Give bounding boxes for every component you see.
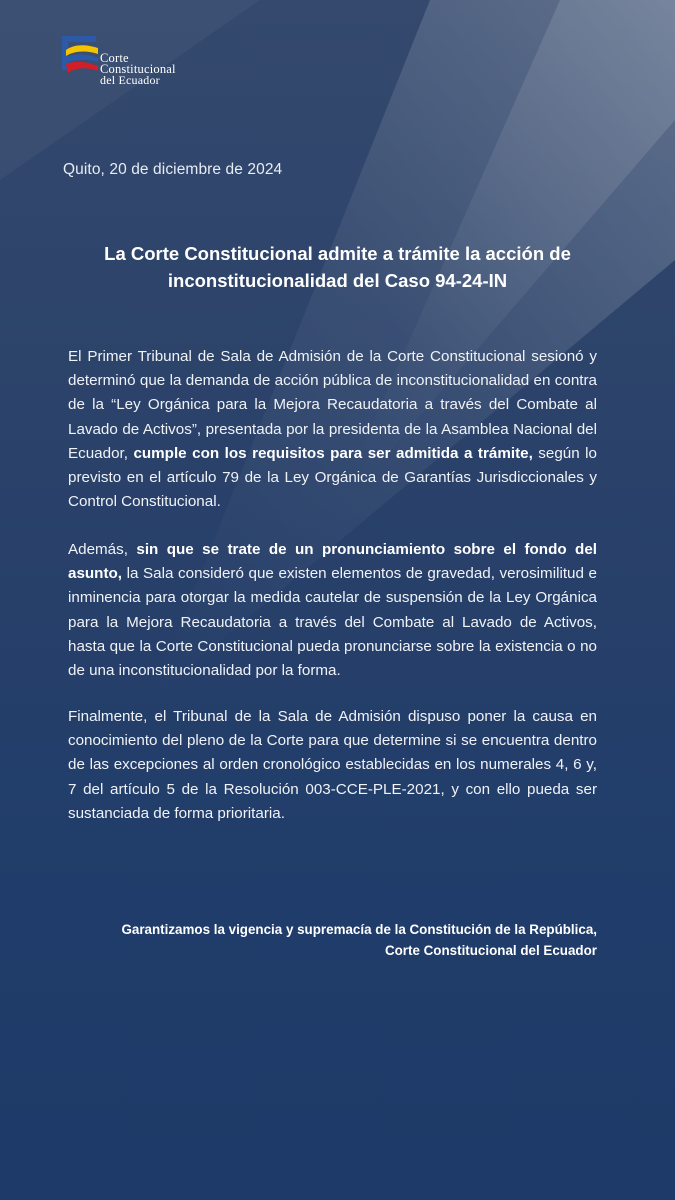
logo-line-2: Constitucional — [100, 62, 176, 76]
corte-constitucional-logo — [56, 30, 216, 100]
logo-wordmark — [100, 53, 176, 86]
press-release-date: Quito, 20 de diciembre de 2024 — [63, 161, 283, 178]
paragraph-priority-processing — [68, 705, 597, 826]
closing-motto: Garantizamos la vigencia y supremacía de la Constitución de la República, — [121, 922, 597, 937]
paragraph-3-text: Finalmente, el Tribunal de la Sala de Admisión dispuso poner la causa en conocimiento del pleno de la Corte para que determine si se encuentra dentro de las excepciones al orden cronológico establecidas en los numerales 4, 6 y, 7 del artículo 5 de la Resolución 003-CCE-PLE-2021, y con ello pueda ser sustanciada de forma prioritaria. — [68, 708, 597, 822]
paragraph-2-text-a: Además, — [68, 541, 137, 558]
logo-yellow-band — [66, 45, 98, 56]
logo-emblem-icon — [56, 30, 106, 86]
closing-signature — [68, 919, 597, 961]
press-release-headline: La Corte Constitucional admite a trámite la acción de inconstitucionalidad del Caso 94-24-IN — [104, 243, 571, 291]
closing-institution: Corte Constitucional del Ecuador — [384, 943, 597, 958]
paragraph-1-text-a: El Primer Tribunal de Sala de Admisión de la Corte Constitucional sesionó y determinó que la demanda de acción pública de inconstitucionalidad en contra de la “Ley Orgánica para la Mejora Recaudatoria a través del Combate al Lavado de Activos”, presentada por la presidenta de la Asamblea Nacional del Ecuador, — [68, 348, 597, 462]
paragraph-2-bold: sin que se trate de un pronunciamiento sobre el fondo del asunto, — [68, 541, 598, 583]
logo-blue-band — [66, 54, 98, 63]
paragraph-admission — [68, 345, 597, 514]
logo-line-1: Corte — [100, 51, 129, 65]
paragraph-1-text-b: según lo previsto en el artículo 79 de la Ley Orgánica de Garantías Jurisdiccionales y Control Constitucional. — [68, 444, 597, 511]
logo-line-3: del Ecuador — [100, 73, 160, 87]
paragraph-precautionary-measure — [68, 538, 597, 683]
logo-red-band — [66, 62, 98, 73]
paragraph-1-bold: cumple con los requisitos para ser admitida a trámite, — [133, 444, 533, 462]
paragraph-2-text-b: la Sala consideró que existen elementos de gravedad, verosimilitud e inminencia para otorgar la medida cautelar de suspensión de la Ley Orgánica para la Mejora Recaudatoria a través del Combate al Lavado de Activos, hasta que la Corte Constitucional pueda pronunciarse sobre la existencia o no de una inconstitucionalidad por la forma. — [68, 565, 597, 680]
